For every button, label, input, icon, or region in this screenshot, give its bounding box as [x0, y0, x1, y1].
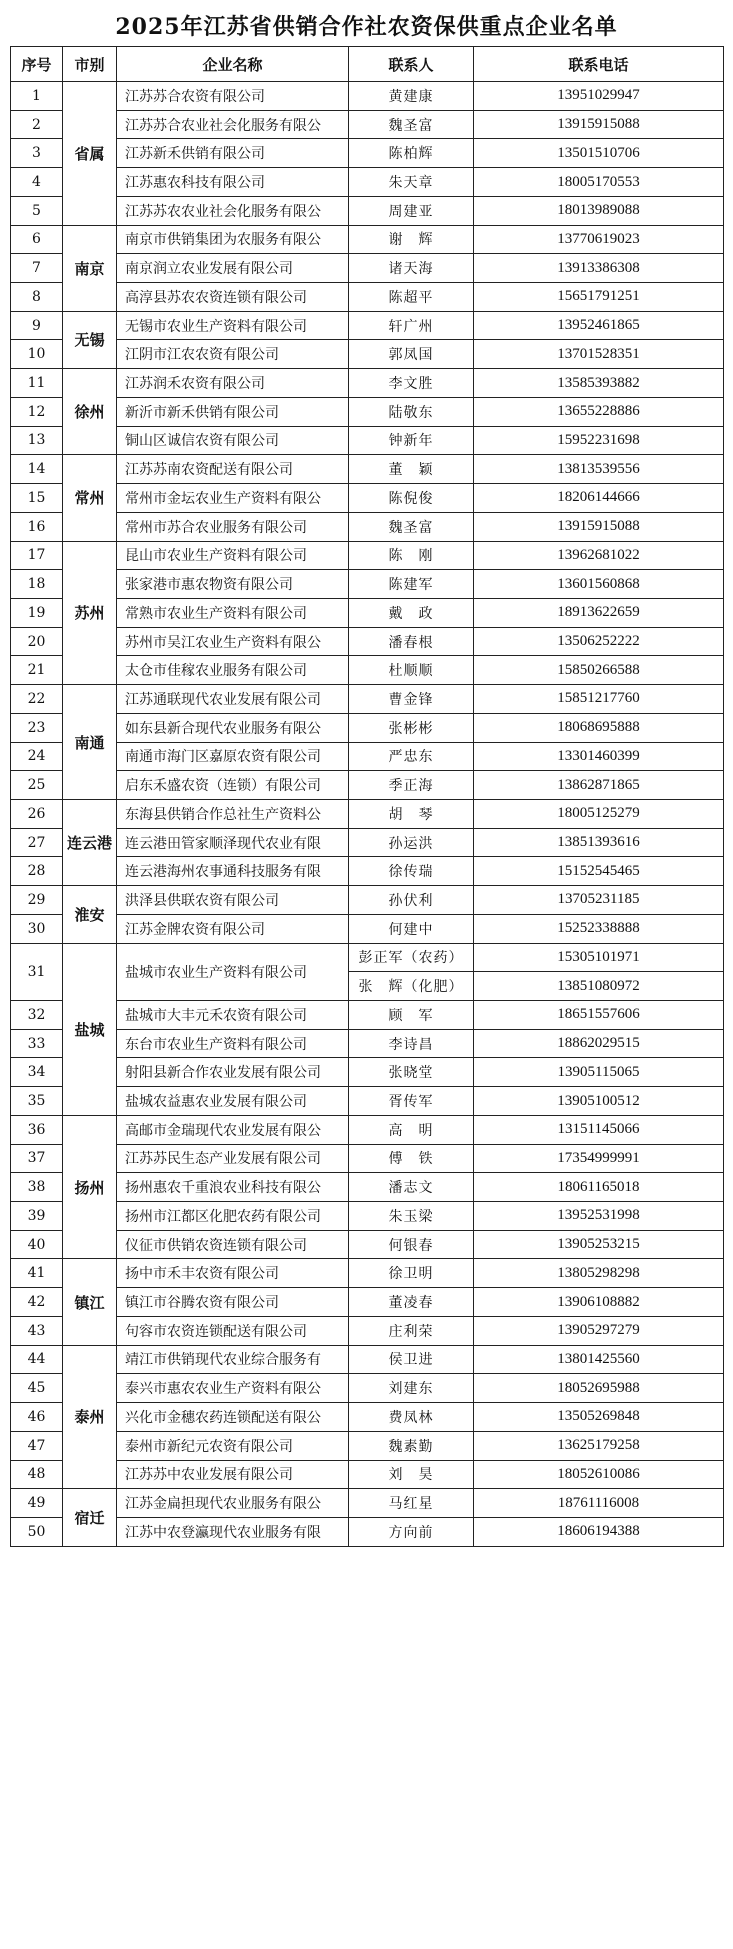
- contact-person: 张晓堂: [349, 1058, 474, 1087]
- row-number: 35: [11, 1087, 63, 1116]
- contact-phone: 13952461865: [474, 311, 724, 340]
- company-name: 句容市农资连锁配送有限公司: [117, 1316, 349, 1345]
- contact-phone: 13770619023: [474, 225, 724, 254]
- row-number: 50: [11, 1517, 63, 1546]
- contact-phone: 18068695888: [474, 713, 724, 742]
- table-row: [11, 1259, 724, 1288]
- row-number: 43: [11, 1316, 63, 1345]
- contact-phone: 18052610086: [474, 1460, 724, 1489]
- contact-person: 陆敬东: [349, 397, 474, 426]
- company-name: 扬州惠农千重浪农业科技有限公: [117, 1173, 349, 1202]
- table-row: [11, 857, 724, 886]
- table-row: [11, 455, 724, 484]
- company-name: 江苏惠农科技有限公司: [117, 168, 349, 197]
- contact-phone: 13862871865: [474, 771, 724, 800]
- company-name: 无锡市农业生产资料有限公司: [117, 311, 349, 340]
- table-row: [11, 82, 724, 111]
- contact-person: 刘建东: [349, 1374, 474, 1403]
- contact-phone: 13851393616: [474, 828, 724, 857]
- table-row: [11, 886, 724, 915]
- table-row: [11, 1517, 724, 1546]
- contact-phone: 13301460399: [474, 742, 724, 771]
- company-name: 盐城市大丰元禾农资有限公司: [117, 1001, 349, 1030]
- contact-person: 刘 昊: [349, 1460, 474, 1489]
- contact-person: 朱天章: [349, 168, 474, 197]
- contact-person: 陈倪俊: [349, 484, 474, 513]
- table-row: [11, 541, 724, 570]
- company-name: 江苏苏南农资配送有限公司: [117, 455, 349, 484]
- header-city: 市别: [63, 47, 117, 82]
- contact-phone: 13905297279: [474, 1316, 724, 1345]
- company-name: 江苏通联现代农业发展有限公司: [117, 685, 349, 714]
- row-number: 47: [11, 1431, 63, 1460]
- row-number: 46: [11, 1403, 63, 1432]
- header-company: 企业名称: [117, 47, 349, 82]
- contact-phone: 13505269848: [474, 1403, 724, 1432]
- table-row: [11, 1489, 724, 1518]
- contact-person: 杜顺顺: [349, 656, 474, 685]
- header-phone: 联系电话: [474, 47, 724, 82]
- contact-phone: 13813539556: [474, 455, 724, 484]
- company-name: 江阴市江农农资有限公司: [117, 340, 349, 369]
- contact-person: 彭正军（农药）: [349, 943, 474, 972]
- company-name: 连云港海州农事通科技服务有限: [117, 857, 349, 886]
- company-name: 盐城市农业生产资料有限公司: [117, 943, 349, 1000]
- contact-phone: 18052695988: [474, 1374, 724, 1403]
- company-name: 江苏金扁担现代农业服务有限公: [117, 1489, 349, 1518]
- company-name: 连云港田管家顺泽现代农业有限: [117, 828, 349, 857]
- table-row: [11, 914, 724, 943]
- table-row: [11, 110, 724, 139]
- contact-person: 李诗昌: [349, 1029, 474, 1058]
- contact-person: 孙运洪: [349, 828, 474, 857]
- row-number: 25: [11, 771, 63, 800]
- company-name: 南京润立农业发展有限公司: [117, 254, 349, 283]
- table-row: [11, 1087, 724, 1116]
- company-name: 镇江市谷腾农资有限公司: [117, 1288, 349, 1317]
- table-row: [11, 196, 724, 225]
- table-row: [11, 283, 724, 312]
- company-name: 江苏中农登瀛现代农业服务有限: [117, 1517, 349, 1546]
- contact-phone: 18862029515: [474, 1029, 724, 1058]
- contact-person: 曹金锋: [349, 685, 474, 714]
- contact-person: 魏圣富: [349, 512, 474, 541]
- row-number: 36: [11, 1115, 63, 1144]
- company-name: 江苏苏中农业发展有限公司: [117, 1460, 349, 1489]
- row-number: 48: [11, 1460, 63, 1489]
- contact-person: 张 辉（化肥）: [349, 972, 474, 1001]
- company-name: 江苏苏合农业社会化服务有限公: [117, 110, 349, 139]
- contact-phone: 17354999991: [474, 1144, 724, 1173]
- company-name: 铜山区诚信农资有限公司: [117, 426, 349, 455]
- contact-phone: 15252338888: [474, 914, 724, 943]
- contact-phone: 15850266588: [474, 656, 724, 685]
- company-name: 兴化市金穗农药连锁配送有限公: [117, 1403, 349, 1432]
- company-name: 新沂市新禾供销有限公司: [117, 397, 349, 426]
- contact-person: 陈 刚: [349, 541, 474, 570]
- table-row: [11, 1431, 724, 1460]
- contact-phone: 18061165018: [474, 1173, 724, 1202]
- contact-person: 轩广州: [349, 311, 474, 340]
- contact-phone: 13601560868: [474, 570, 724, 599]
- company-name: 江苏金牌农资有限公司: [117, 914, 349, 943]
- contact-person: 魏素勤: [349, 1431, 474, 1460]
- row-number: 15: [11, 484, 63, 513]
- row-number: 17: [11, 541, 63, 570]
- contact-person: 傅 铁: [349, 1144, 474, 1173]
- contact-phone: 13506252222: [474, 627, 724, 656]
- table-row: [11, 1115, 724, 1144]
- contact-person: 周建亚: [349, 196, 474, 225]
- contact-person: 侯卫进: [349, 1345, 474, 1374]
- contact-phone: 13585393882: [474, 369, 724, 398]
- contact-phone: 13705231185: [474, 886, 724, 915]
- contact-phone: 15152545465: [474, 857, 724, 886]
- city-cell: 扬州: [63, 1115, 117, 1259]
- contact-phone: 18606194388: [474, 1517, 724, 1546]
- city-cell: 苏州: [63, 541, 117, 685]
- city-cell: 淮安: [63, 886, 117, 943]
- table-row: [11, 397, 724, 426]
- table-row: [11, 1345, 724, 1374]
- contact-person: 张彬彬: [349, 713, 474, 742]
- row-number: 1: [11, 82, 63, 111]
- contact-person: 顾 军: [349, 1001, 474, 1030]
- contact-phone: 13915915088: [474, 110, 724, 139]
- city-cell: 省属: [63, 82, 117, 226]
- contact-person: 陈超平: [349, 283, 474, 312]
- table-row: [11, 1144, 724, 1173]
- contact-person: 陈建军: [349, 570, 474, 599]
- contact-person: 费凤林: [349, 1403, 474, 1432]
- row-number: 22: [11, 685, 63, 714]
- contact-phone: 18206144666: [474, 484, 724, 513]
- contact-phone: 13501510706: [474, 139, 724, 168]
- company-name: 南通市海门区嘉原农资有限公司: [117, 742, 349, 771]
- company-name: 江苏新禾供销有限公司: [117, 139, 349, 168]
- row-number: 12: [11, 397, 63, 426]
- company-name: 东海县供销合作总社生产资料公: [117, 799, 349, 828]
- contact-person: 马红星: [349, 1489, 474, 1518]
- table-row: [11, 225, 724, 254]
- row-number: 39: [11, 1202, 63, 1231]
- table-row: [11, 713, 724, 742]
- company-name: 洪泽县供联农资有限公司: [117, 886, 349, 915]
- contact-person: 何银春: [349, 1230, 474, 1259]
- table-row: [11, 139, 724, 168]
- row-number: 4: [11, 168, 63, 197]
- contact-phone: 15305101971: [474, 943, 724, 972]
- row-number: 23: [11, 713, 63, 742]
- contact-phone: 18651557606: [474, 1001, 724, 1030]
- table-row: [11, 426, 724, 455]
- table-row: [11, 1001, 724, 1030]
- company-name: 扬州市江都区化肥农药有限公司: [117, 1202, 349, 1231]
- row-number: 10: [11, 340, 63, 369]
- table-row: [11, 685, 724, 714]
- row-number: 37: [11, 1144, 63, 1173]
- company-name: 常州市金坛农业生产资料有限公: [117, 484, 349, 513]
- header-contact: 联系人: [349, 47, 474, 82]
- contact-phone: 13701528351: [474, 340, 724, 369]
- contact-person: 孙伏利: [349, 886, 474, 915]
- company-name: 南京市供销集团为农服务有限公: [117, 225, 349, 254]
- contact-person: 李文胜: [349, 369, 474, 398]
- contact-phone: 13905253215: [474, 1230, 724, 1259]
- row-number: 29: [11, 886, 63, 915]
- company-name: 如东县新合现代农业服务有限公: [117, 713, 349, 742]
- table-row: [11, 512, 724, 541]
- contact-person: 庄利荣: [349, 1316, 474, 1345]
- row-number: 31: [11, 943, 63, 1000]
- row-number: 33: [11, 1029, 63, 1058]
- company-name: 泰州市新纪元农资有限公司: [117, 1431, 349, 1460]
- row-number: 18: [11, 570, 63, 599]
- contact-person: 朱玉梁: [349, 1202, 474, 1231]
- table-header-row: [11, 47, 724, 82]
- contact-person: 董凌春: [349, 1288, 474, 1317]
- contact-person: 季正海: [349, 771, 474, 800]
- table-row: [11, 1202, 724, 1231]
- row-number: 27: [11, 828, 63, 857]
- row-number: 45: [11, 1374, 63, 1403]
- table-row: [11, 1058, 724, 1087]
- table-row: [11, 1316, 724, 1345]
- contact-person: 谢 辉: [349, 225, 474, 254]
- company-name: 常州市苏合农业服务有限公司: [117, 512, 349, 541]
- enterprise-table: [10, 46, 724, 1547]
- company-name: 射阳县新合作农业发展有限公司: [117, 1058, 349, 1087]
- city-cell: 连云港: [63, 799, 117, 885]
- contact-phone: 13951029947: [474, 82, 724, 111]
- contact-phone: 18005170553: [474, 168, 724, 197]
- contact-person: 陈柏辉: [349, 139, 474, 168]
- company-name: 东台市农业生产资料有限公司: [117, 1029, 349, 1058]
- table-row: [11, 369, 724, 398]
- company-name: 高淳县苏农农资连锁有限公司: [117, 283, 349, 312]
- contact-phone: 18013989088: [474, 196, 724, 225]
- row-number: 30: [11, 914, 63, 943]
- row-number: 7: [11, 254, 63, 283]
- table-row: [11, 742, 724, 771]
- table-row: [11, 1173, 724, 1202]
- contact-phone: 13905100512: [474, 1087, 724, 1116]
- row-number: 20: [11, 627, 63, 656]
- contact-phone: 13851080972: [474, 972, 724, 1001]
- table-row: [11, 1029, 724, 1058]
- row-number: 40: [11, 1230, 63, 1259]
- city-cell: 徐州: [63, 369, 117, 455]
- city-cell: 南京: [63, 225, 117, 311]
- row-number: 24: [11, 742, 63, 771]
- row-number: 14: [11, 455, 63, 484]
- row-number: 21: [11, 656, 63, 685]
- table-row: [11, 1403, 724, 1432]
- contact-person: 何建中: [349, 914, 474, 943]
- table-row: [11, 484, 724, 513]
- city-cell: 盐城: [63, 943, 117, 1115]
- row-number: 38: [11, 1173, 63, 1202]
- contact-person: 钟新年: [349, 426, 474, 455]
- contact-phone: 13805298298: [474, 1259, 724, 1288]
- city-cell: 宿迁: [63, 1489, 117, 1546]
- city-cell: 常州: [63, 455, 117, 541]
- table-row: [11, 340, 724, 369]
- company-name: 启东禾盛农资（连锁）有限公司: [117, 771, 349, 800]
- table-row: [11, 656, 724, 685]
- row-number: 11: [11, 369, 63, 398]
- contact-phone: 13655228886: [474, 397, 724, 426]
- company-name: 太仓市佳稼农业服务有限公司: [117, 656, 349, 685]
- table-row: [11, 311, 724, 340]
- table-row: [11, 1288, 724, 1317]
- contact-phone: 15952231698: [474, 426, 724, 455]
- table-body: [11, 82, 724, 1547]
- company-name: 高邮市金瑞现代农业发展有限公: [117, 1115, 349, 1144]
- row-number: 32: [11, 1001, 63, 1030]
- contact-person: 董 颖: [349, 455, 474, 484]
- contact-person: 郭凤国: [349, 340, 474, 369]
- contact-person: 高 明: [349, 1115, 474, 1144]
- contact-phone: 18913622659: [474, 598, 724, 627]
- row-number: 2: [11, 110, 63, 139]
- company-name: 泰兴市惠农农业生产资料有限公: [117, 1374, 349, 1403]
- table-row: [11, 828, 724, 857]
- contact-person: 严忠东: [349, 742, 474, 771]
- city-cell: 镇江: [63, 1259, 117, 1345]
- contact-person: 魏圣富: [349, 110, 474, 139]
- row-number: 9: [11, 311, 63, 340]
- table-row: [11, 771, 724, 800]
- row-number: 44: [11, 1345, 63, 1374]
- contact-person: 潘春根: [349, 627, 474, 656]
- contact-phone: 18761116008: [474, 1489, 724, 1518]
- contact-person: 黄建康: [349, 82, 474, 111]
- contact-person: 诸天海: [349, 254, 474, 283]
- row-number: 41: [11, 1259, 63, 1288]
- header-no: 序号: [11, 47, 63, 82]
- table-row: [11, 1460, 724, 1489]
- row-number: 26: [11, 799, 63, 828]
- contact-phone: 13625179258: [474, 1431, 724, 1460]
- contact-phone: 13151145066: [474, 1115, 724, 1144]
- company-name: 扬中市禾丰农资有限公司: [117, 1259, 349, 1288]
- contact-person: 潘志文: [349, 1173, 474, 1202]
- row-number: 42: [11, 1288, 63, 1317]
- row-number: 8: [11, 283, 63, 312]
- table-row: [11, 1230, 724, 1259]
- company-name: 盐城农益惠农业发展有限公司: [117, 1087, 349, 1116]
- contact-phone: 13915915088: [474, 512, 724, 541]
- contact-phone: 18005125279: [474, 799, 724, 828]
- contact-phone: 13952531998: [474, 1202, 724, 1231]
- row-number: 3: [11, 139, 63, 168]
- company-name: 江苏苏民生态产业发展有限公司: [117, 1144, 349, 1173]
- company-name: 常熟市农业生产资料有限公司: [117, 598, 349, 627]
- contact-phone: 13906108882: [474, 1288, 724, 1317]
- contact-person: 方向前: [349, 1517, 474, 1546]
- table-row: [11, 1374, 724, 1403]
- company-name: 江苏苏农农业社会化服务有限公: [117, 196, 349, 225]
- table-row: [11, 598, 724, 627]
- table-row: [11, 943, 724, 972]
- contact-phone: 13962681022: [474, 541, 724, 570]
- row-number: 16: [11, 512, 63, 541]
- table-row: [11, 627, 724, 656]
- city-cell: 无锡: [63, 311, 117, 368]
- company-name: 江苏润禾农资有限公司: [117, 369, 349, 398]
- company-name: 张家港市惠农物资有限公司: [117, 570, 349, 599]
- contact-phone: 15851217760: [474, 685, 724, 714]
- table-row: [11, 254, 724, 283]
- row-number: 28: [11, 857, 63, 886]
- table-row: [11, 799, 724, 828]
- contact-person: 徐卫明: [349, 1259, 474, 1288]
- contact-phone: 13905115065: [474, 1058, 724, 1087]
- company-name: 靖江市供销现代农业综合服务有: [117, 1345, 349, 1374]
- row-number: 49: [11, 1489, 63, 1518]
- table-row: [11, 570, 724, 599]
- contact-phone: 13801425560: [474, 1345, 724, 1374]
- table-row: [11, 168, 724, 197]
- row-number: 6: [11, 225, 63, 254]
- contact-person: 胥传军: [349, 1087, 474, 1116]
- contact-phone: 13913386308: [474, 254, 724, 283]
- city-cell: 泰州: [63, 1345, 117, 1489]
- row-number: 19: [11, 598, 63, 627]
- contact-person: 徐传瑞: [349, 857, 474, 886]
- city-cell: 南通: [63, 685, 117, 800]
- company-name: 昆山市农业生产资料有限公司: [117, 541, 349, 570]
- document-title: 2025年江苏省供销合作社农资保供重点企业名单: [115, 14, 618, 40]
- row-number: 34: [11, 1058, 63, 1087]
- contact-person: 胡 琴: [349, 799, 474, 828]
- contact-phone: 15651791251: [474, 283, 724, 312]
- company-name: 江苏苏合农资有限公司: [117, 82, 349, 111]
- row-number: 5: [11, 196, 63, 225]
- contact-person: 戴 政: [349, 598, 474, 627]
- row-number: 13: [11, 426, 63, 455]
- company-name: 苏州市吴江农业生产资料有限公: [117, 627, 349, 656]
- company-name: 仪征市供销农资连锁有限公司: [117, 1230, 349, 1259]
